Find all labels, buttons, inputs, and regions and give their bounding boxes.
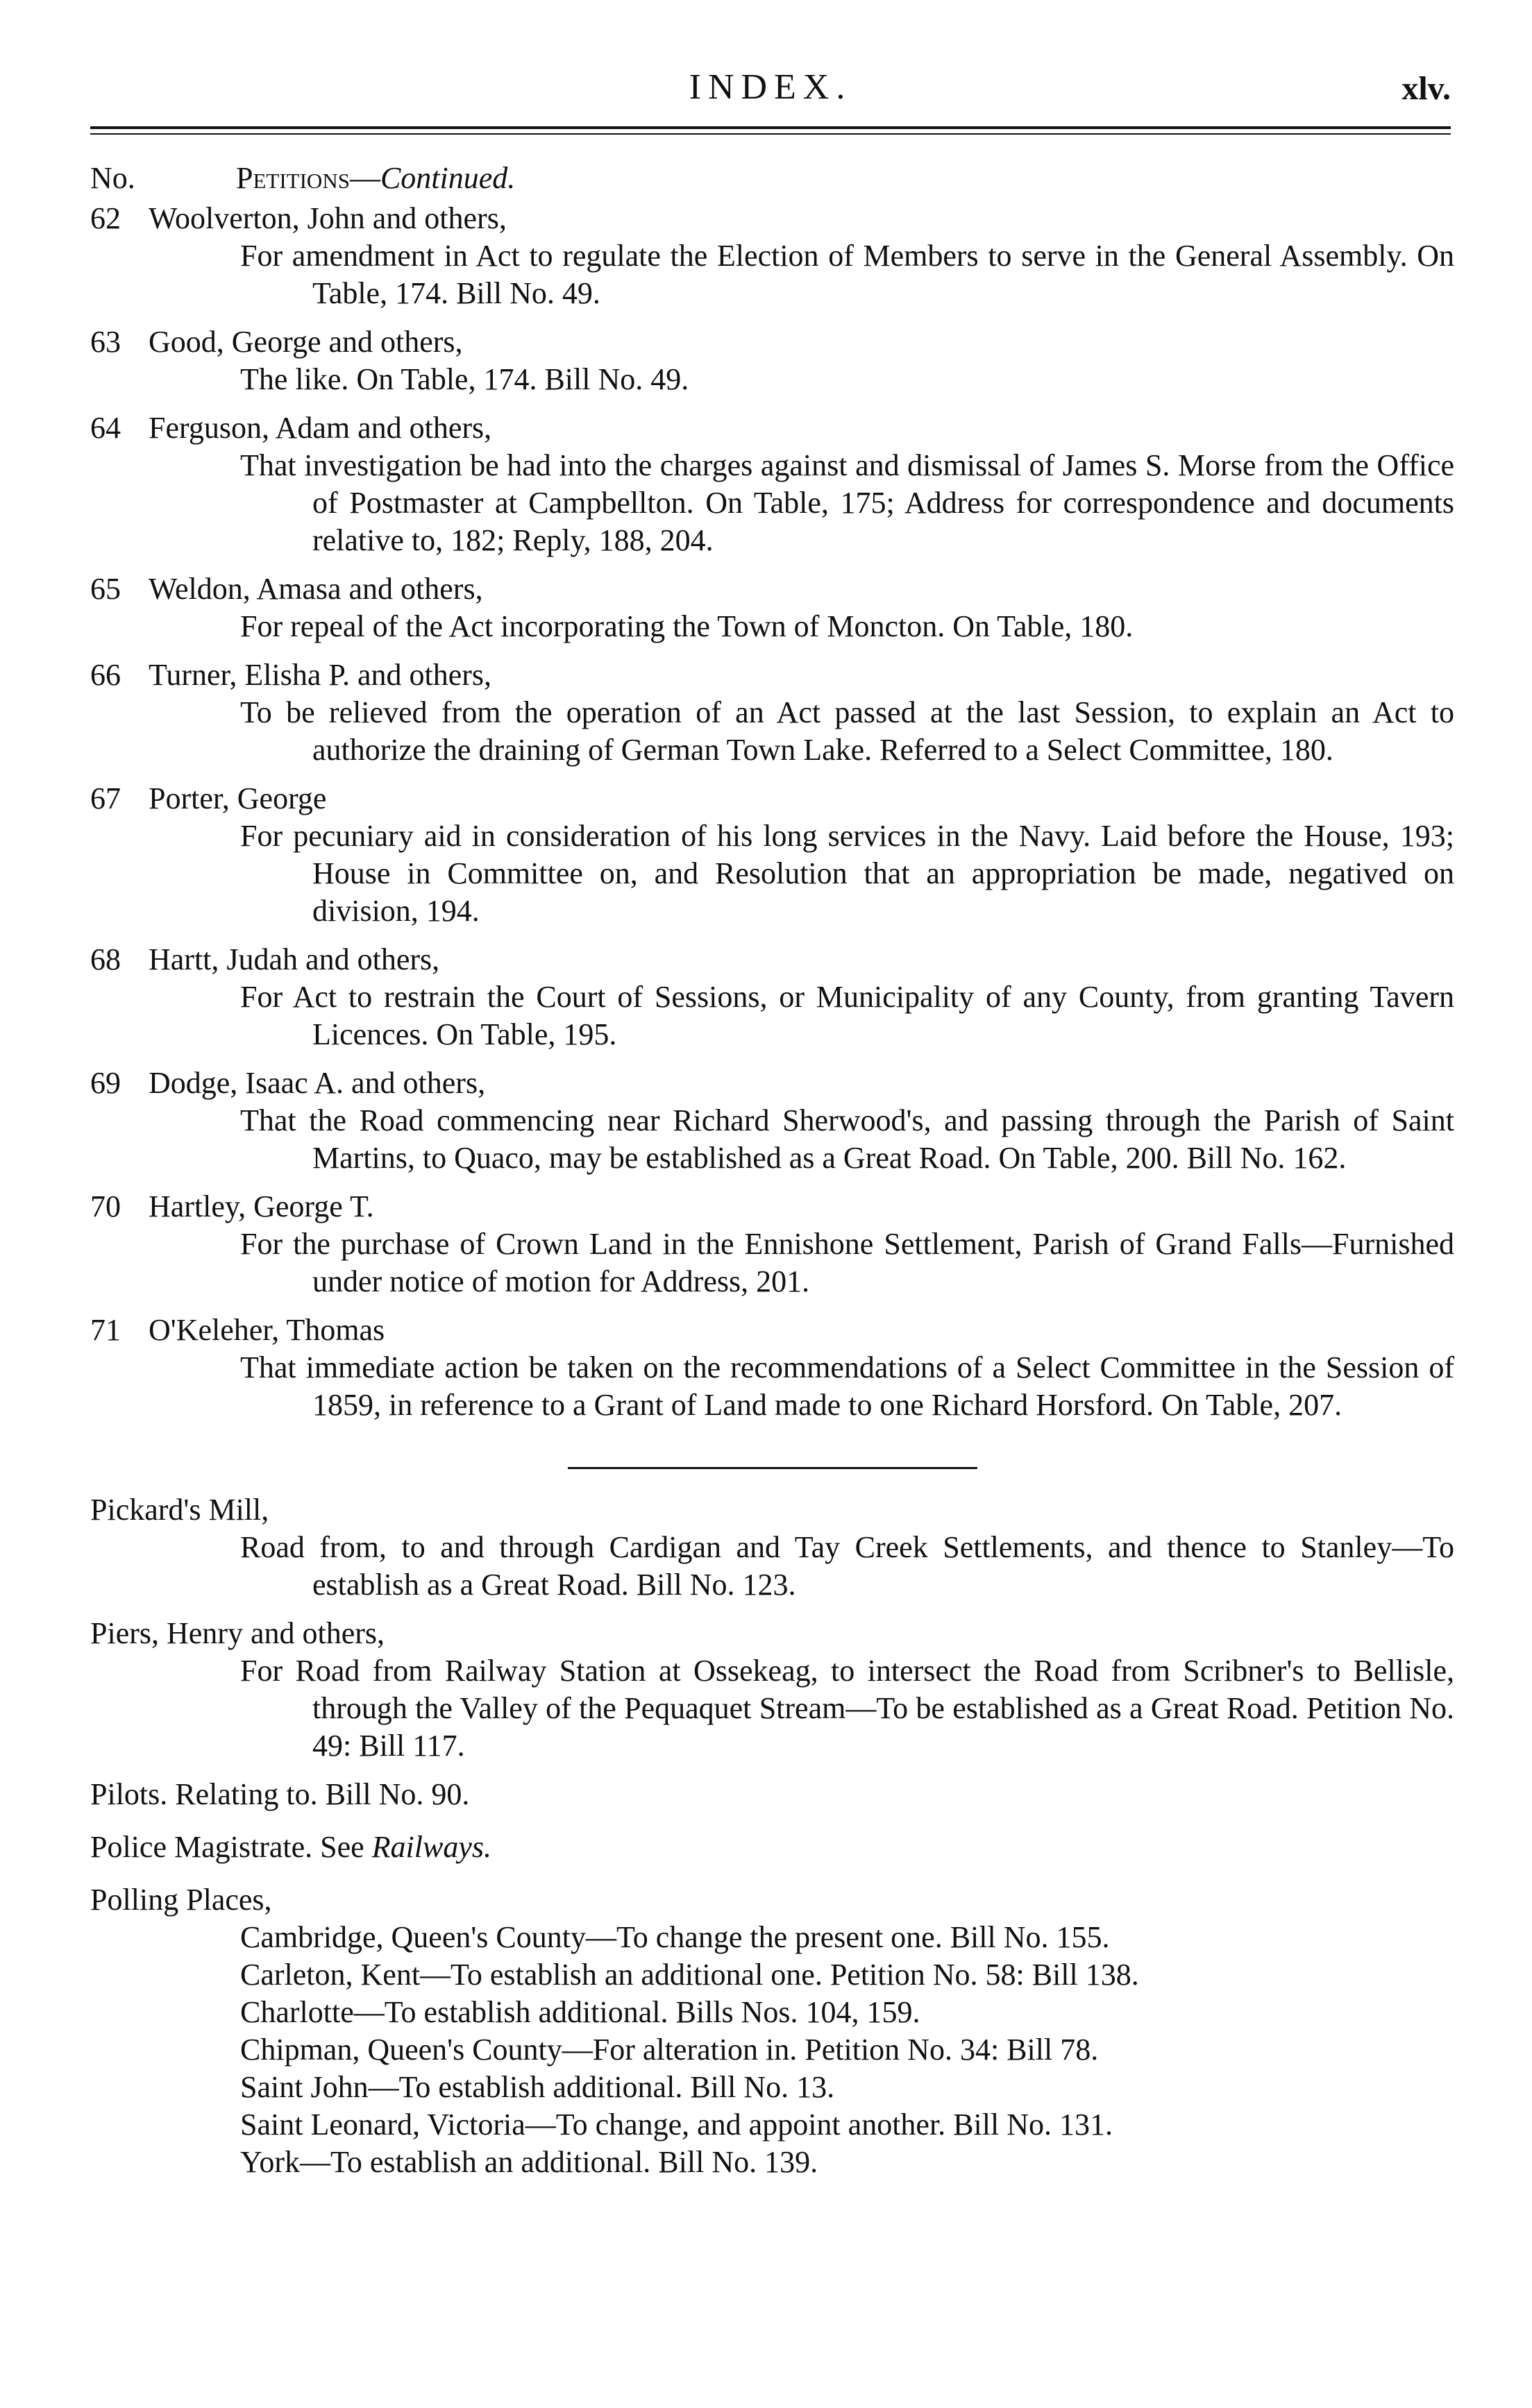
petition-entry xyxy=(90,1312,1454,1424)
see-reference: Railways. xyxy=(371,1830,491,1864)
entry-heading: Piers, Henry and others, xyxy=(90,1616,385,1650)
petition-description: For Act to restrain the Court of Sessions, or Municipality of any County, from granting Tavern Licences. On Table, 195. xyxy=(240,980,1454,1051)
petition-number: 63 xyxy=(90,325,121,359)
sub-entry: Chipman, Queen's County—For alteration in. Petition No. 34: Bill 78. xyxy=(240,2033,1099,2067)
index-entry-police xyxy=(90,1829,1454,1866)
petition-entry xyxy=(90,656,1454,769)
page-title: INDEX. xyxy=(689,67,852,107)
sub-entry: Charlotte—To establish additional. Bills Nos. 104, 159. xyxy=(240,1995,920,2029)
petition-description: For amendment in Act to regulate the Election of Members to serve in the General Assembly. On Table, 174. Bill No. 49. xyxy=(240,239,1454,310)
sub-entry: Cambridge, Queen's County—To change the present one. Bill No. 155. xyxy=(240,1920,1110,1954)
column-header xyxy=(90,160,1454,197)
petition-description: That the Road commencing near Richard Sherwood's, and passing through the Parish of Saint Martins, to Quaco, may be established as a Great Road. On Table, 200. Bill No. 162. xyxy=(240,1103,1454,1175)
petitioner-name: Good, George and others, xyxy=(149,325,463,359)
index-entry xyxy=(90,1615,1454,1765)
entry-heading: Pickard's Mill, xyxy=(90,1493,269,1527)
petition-number: 69 xyxy=(90,1066,121,1100)
sub-entry: York—To establish an additional. Bill No. 139. xyxy=(240,2145,818,2179)
petitioner-name: Turner, Elisha P. and others, xyxy=(149,658,492,692)
entry-description: Road from, to and through Cardigan and Tay Creek Settlements, and thence to Stanley—To establish as a Great Road. Bill No. 123. xyxy=(240,1530,1454,1602)
petition-description: For the purchase of Crown Land in the Ennishone Settlement, Parish of Grand Falls—Furnished under notice of motion for Address, 201. xyxy=(240,1227,1454,1298)
petitioner-name: Dodge, Isaac A. and others, xyxy=(149,1066,486,1100)
petition-entry xyxy=(90,941,1454,1053)
petition-number: 65 xyxy=(90,572,121,606)
index-entry-polling xyxy=(90,1881,1454,2181)
petition-description: To be relieved from the operation of an Act passed at the last Session, to explain an Act to authorize the draining of German Town Lake. Referred to a Select Committee, 180. xyxy=(240,695,1454,767)
page-number: xlv. xyxy=(1401,70,1451,107)
police-text: Police Magistrate. See xyxy=(90,1830,372,1864)
petition-entry xyxy=(90,1188,1454,1300)
petition-description: That immediate action be taken on the recommendations of a Select Committee in the Session of 1859, in reference to a Grant of Land made to one Richard Horsford. On Table, 207. xyxy=(240,1350,1454,1422)
petition-entry xyxy=(90,323,1454,398)
petition-description: For repeal of the Act incorporating the Town of Moncton. On Table, 180. xyxy=(240,609,1134,643)
petitioner-name: Hartley, George T. xyxy=(149,1189,374,1223)
petitioner-name: Ferguson, Adam and others, xyxy=(149,411,492,445)
petitioner-name: Hartt, Judah and others, xyxy=(149,942,440,976)
sub-entry: Saint Leonard, Victoria—To change, and appoint another. Bill No. 131. xyxy=(240,2108,1113,2142)
header-rule xyxy=(90,126,1451,135)
petition-entry xyxy=(90,1065,1454,1177)
entry-description: For Road from Railway Station at Ossekeag, to intersect the Road from Scribner's to Bellisle, through the Valley of the Pequaquet Stream—To be established as a Great Road. Petition No. 49: Bill 117. xyxy=(240,1654,1454,1763)
petitioner-name: Weldon, Amasa and others, xyxy=(149,572,483,606)
petition-description: For pecuniary aid in consideration of his long services in the Navy. Laid before the House, 193; House in Committee on, and Resolution that an appropriation be made, negatived on division, 194. xyxy=(240,819,1454,928)
petition-description: The like. On Table, 174. Bill No. 49. xyxy=(240,362,689,396)
index-entry xyxy=(90,1491,1454,1604)
petition-number: 71 xyxy=(90,1313,121,1347)
petition-entry xyxy=(90,780,1454,930)
section-heading: Petitions— xyxy=(236,161,380,195)
petition-entry xyxy=(90,200,1454,312)
petition-number: 66 xyxy=(90,658,121,692)
petition-number: 70 xyxy=(90,1189,121,1223)
section-divider xyxy=(568,1467,977,1469)
petition-entry xyxy=(90,570,1454,645)
petitioner-name: Porter, George xyxy=(149,781,327,815)
petition-number: 68 xyxy=(90,942,121,976)
petition-entry xyxy=(90,409,1454,559)
sub-entry: Saint John—To establish additional. Bill No. 13. xyxy=(240,2070,835,2104)
petition-description: That investigation be had into the charges against and dismissal of James S. Morse from the Office of Postmaster at Campbellton. On Table, 175; Address for correspondence and documents relative to, 182; Reply, 188, 204. xyxy=(240,448,1454,557)
section-continued: Continued. xyxy=(380,161,516,195)
column-no-label: No. xyxy=(90,161,135,195)
petition-number: 67 xyxy=(90,781,121,815)
index-entry-pilots: Pilots. Relating to. Bill No. 90. xyxy=(90,1777,470,1811)
index-content xyxy=(90,160,1454,2192)
page-header xyxy=(90,67,1451,122)
petition-number: 64 xyxy=(90,411,121,445)
petition-number: 62 xyxy=(90,201,121,235)
entry-heading: Polling Places, xyxy=(90,1883,272,1917)
sub-entry: Carleton, Kent—To establish an additional one. Petition No. 58: Bill 138. xyxy=(240,1958,1139,1992)
petitioner-name: Woolverton, John and others, xyxy=(149,201,507,235)
petitioner-name: O'Keleher, Thomas xyxy=(149,1313,385,1347)
